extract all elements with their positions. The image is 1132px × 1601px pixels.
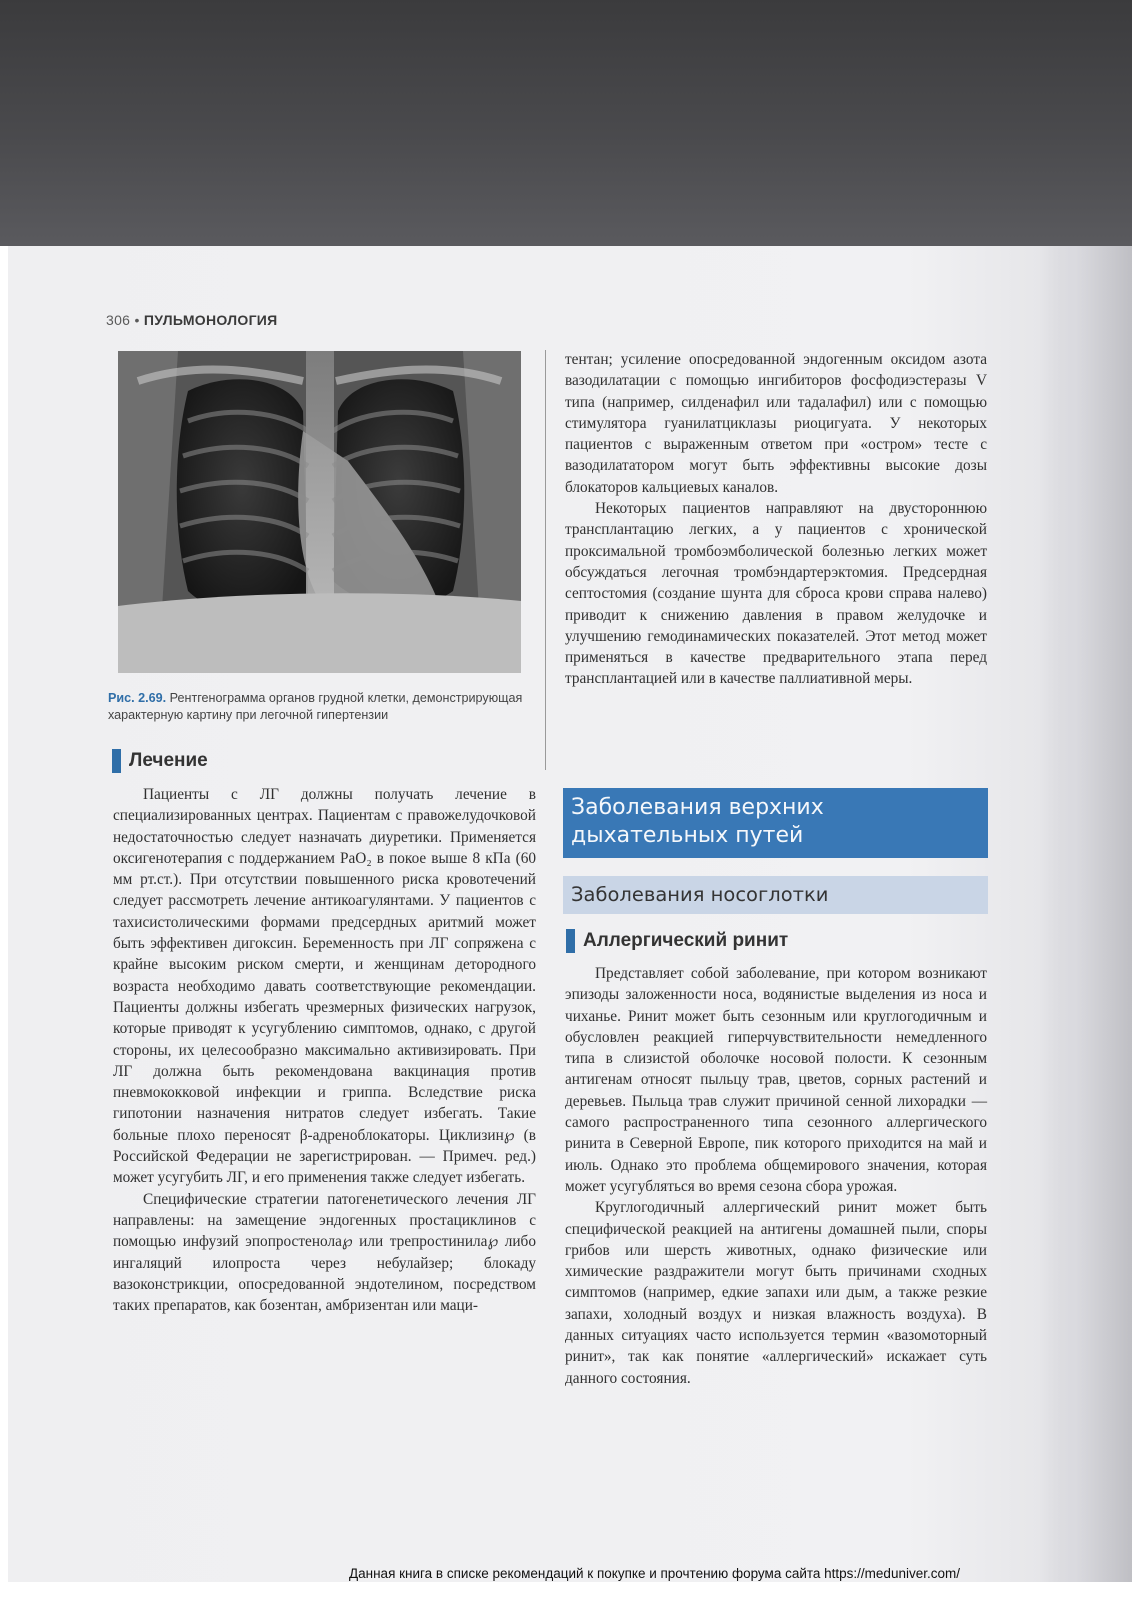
xray-image (118, 351, 521, 673)
chest-xray-figure (118, 351, 521, 673)
heading-treatment-text: Лечение (129, 750, 208, 771)
paragraph: тентан; усиление опосредованной эндогенным оксидом азота вазодилатации с помощью ингибиторов фосфодиэстеразы V типа (например, силденафил или тадалафил) или с помощью стимулятора гуанилатциклазы риоцигуата. У некоторых пациентов с выраженным ответом при «остром» тесте с вазодилататором могут быть эффективны высокие дозы блокаторов кальциевых каналов. (565, 351, 987, 496)
paragraph: Круглогодичный аллергический ринит может быть специфической реакцией на антигены домашней пыли, споры грибов или шерсть животных, однако физические или химические раздражители могут быть причинами сходных симптомов (например, едкие запахи или дым, а также резкие запахи, холодный воздух и низкая влажность воздуха). В данных ситуациях часто используется термин «вазомоторный ринит», так как понятие «аллергический» искажает суть данного состояния. (565, 1199, 987, 1387)
figure-caption (108, 690, 533, 724)
heading-marker (566, 929, 575, 953)
right-column-bottom-text (565, 963, 987, 1389)
paragraph: Представляет собой заболевание, при котором возникают эпизоды заложенности носа, водянистые выделения из носа и чиханье. Ринит может быть сезонным или круглогодичным и обусловлен реакцией гиперчувствительности немедленного типа в слизистой оболочке носовой полости. К сезонным антигенам относят пыльцу трав, цветов, сорных растений и деревьев. Пыльца трав служит причиной сенной лихорадки — самого распространенного типа сезонного аллергического ринита в Северной Европе, пик которого приходится на май и июль. Однако это проблема общемирового значения, которая может усугубляться во время сезона сбора урожая. (565, 965, 987, 1195)
page-edge-shadow (1038, 246, 1132, 1582)
section-title: Заболевания носоглотки (571, 883, 829, 906)
left-column-text (113, 784, 536, 1316)
heading-allergic-rhinitis-text: Аллергический ринит (583, 930, 789, 951)
paragraph: Пациенты с ЛГ должны получать лечение в специализированных центрах. Пациентам с правожелудочковой недостаточностью следует назначать диуретики. Применяется оксигенотерапия с поддержанием PaO₂ в покое выше 8 кПа (60 мм рт.ст.). При отсутствии повышенного риска кровотечений следует рассмотреть лечение антикоагулянтами. У пациентов с тахисистолическими формами предсердных аритмий может быть эффективен дигоксин. Беременность при ЛГ сопряжена с крайне высоким риском смерти, и женщинам детородного возраста необходимо давать соответствующие рекомендации. Пациенты должны избегать чрезмерных физических нагрузок, которые приводят к усугублению симптомов, однако, с другой стороны, их целесообразно максимально активизировать. При ЛГ должна быть рекомендована вакцинация против пневмококковой инфекции и гриппа. Вследствие риска гипотонии назначения нитратов следует избегать. Такие больные плохо переносят β-адреноблокаторы. Циклизин℘ (в Российской Федерации не зарегистрирован. — Примеч. ред.) может усугубить ЛГ, и его применения также следует избегать. (113, 786, 536, 1187)
running-head (106, 312, 278, 328)
chapter-title: Заболевания верхних дыхательных путей (571, 795, 824, 848)
right-column-top-text (565, 349, 987, 690)
figure-caption-text: Рентгенограмма органов грудной клетки, демонстрирующая характерную картину при легочной гипертензии (108, 691, 523, 722)
footer-note: Данная книга в списке рекомендаций к покупке и прочтению форума сайта https://meduniver.com/ (349, 1566, 960, 1581)
paragraph: Некоторых пациентов направляют на двустороннюю трансплантацию легких, а у пациентов с хронической проксимальной тромбоэмболической болезнью легких может обсуждаться легочная тромбэндартерэктомия. Предсердная септостомия (создание шунта для сброса крови справа налево) приводит к снижению давления в правом желудочке и улучшению гемодинамических показателей. Этот метод может применяться в качестве предварительного этапа перед трансплантацией или в качестве паллиативной меры. (565, 500, 987, 688)
paragraph: Специфические стратегии патогенетического лечения ЛГ направлены: на замещение эндогенных простациклинов с помощью инфузий эпопростенола℘ или трепростинила℘ либо ингаляций илопроста через небулайзер; блокаду вазоконстрикции, опосредованной эндотелином, посредством таких препаратов, как бозентан, амбризентан или маци- (113, 1190, 536, 1315)
column-divider (545, 350, 546, 770)
figure-label: Рис. 2.69. (108, 691, 167, 705)
section-title-box (563, 876, 988, 914)
heading-treatment (112, 748, 208, 774)
chapter-title-box (563, 788, 988, 858)
heading-marker (112, 749, 121, 773)
page-number: 306 (106, 312, 131, 328)
heading-allergic-rhinitis (566, 928, 788, 954)
scan-top-band (0, 0, 1132, 246)
running-head-bullet: • (134, 312, 140, 328)
running-head-section: ПУЛЬМОНОЛОГИЯ (143, 312, 278, 328)
